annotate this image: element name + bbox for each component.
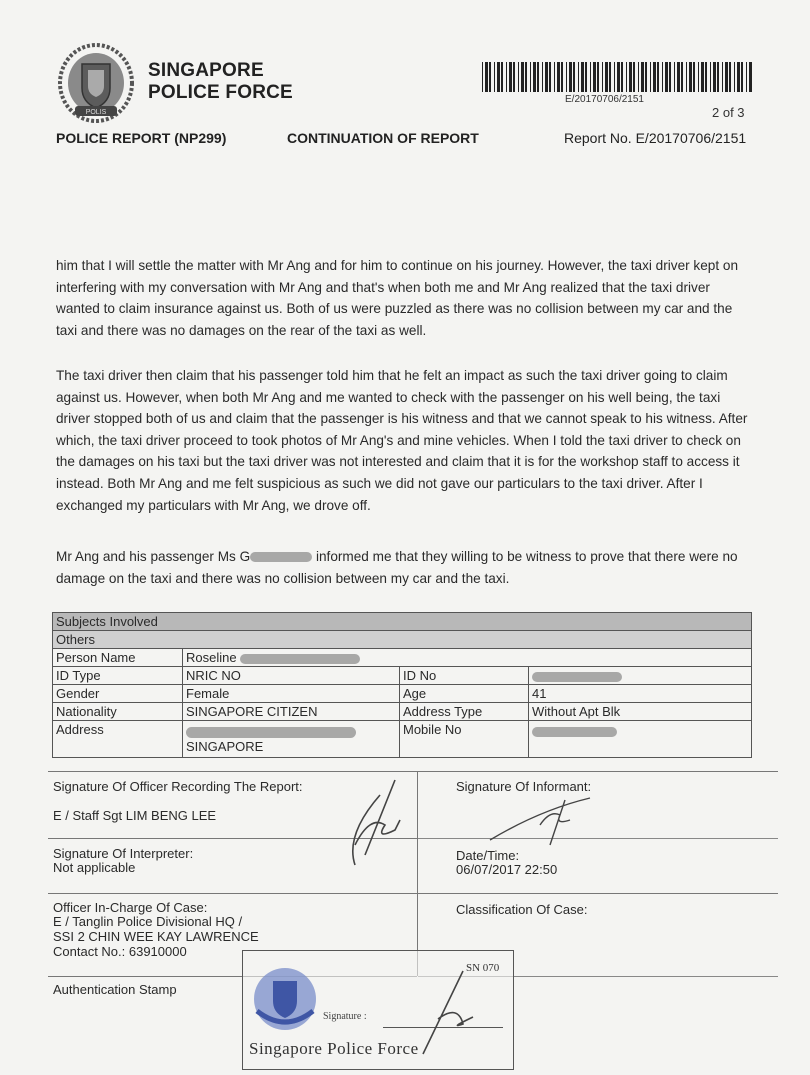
mobile-value	[529, 721, 752, 758]
report-number: Report No. E/20170706/2151	[564, 130, 747, 146]
classification-label: Classification Of Case:	[456, 902, 588, 917]
interpreter-value: Not applicable	[53, 860, 136, 875]
barcode	[482, 62, 752, 92]
person-name-value: Roseline	[183, 649, 752, 667]
datetime-value: 06/07/2017 22:50	[456, 862, 558, 877]
age-value: 41	[529, 685, 752, 703]
id-no-label: ID No	[400, 667, 529, 685]
id-type-label: ID Type	[53, 667, 183, 685]
continuation-title: CONTINUATION OF REPORT	[287, 130, 479, 146]
nationality-value: SINGAPORE CITIZEN	[183, 703, 400, 721]
officer-signature-label: Signature Of Officer Recording The Report:	[53, 779, 303, 794]
informant-signature	[480, 790, 610, 850]
id-no-value	[529, 667, 752, 685]
police-crest-logo	[55, 42, 137, 124]
paragraph-1: him that I will settle the matter with Mr Ang and for him to continue on his journey. However, the taxi driver kept on interfering with my conversation with Mr Ang and that's when both me and Mr Ang realized that the taxi driver wanted to claim insurance against us. Both of us were puzzled as there was no collision between my car and the taxi and there was no damages on the rear of the taxi as well.	[56, 258, 739, 338]
age-label: Age	[400, 685, 529, 703]
incharge-line2: SSI 2 CHIN WEE KAY LAWRENCE	[53, 929, 259, 944]
divider	[48, 771, 778, 772]
police-crest-icon	[251, 965, 319, 1033]
interpreter-label: Signature Of Interpreter:	[53, 846, 194, 861]
address-type-value: Without Apt Blk	[529, 703, 752, 721]
page-number: 2 of 3	[712, 105, 745, 120]
subjects-subheading: Others	[53, 631, 752, 649]
subjects-table	[52, 612, 752, 758]
redaction	[186, 727, 356, 738]
person-name-label: Person Name	[53, 649, 183, 667]
stamp-org: Singapore Police Force	[249, 1039, 419, 1058]
gender-label: Gender	[53, 685, 183, 703]
officer-signature	[325, 775, 415, 880]
redaction	[240, 654, 360, 664]
paragraph-2: The taxi driver then claim that his passenger told him that he felt an impact as such the taxi driver going to claim against us. However, when both Mr Ang and me wanted to check with the passenger on his well being, the taxi driver stopped both of us and claim that the passenger is his witness and that we cannot speak to his witness. After which, the taxi driver proceed to took photos of Mr Ang's and mine vehicles. When I told the taxi driver to check on the damages on his taxi but the taxi driver was not interested and claim that it is for the workshop staff to access it instead. Both Mr Ang and me felt suspicious as such we did not gave our particulars to the taxi driver. After I exchanged my particulars with Mr Ang, we drove off.	[56, 368, 748, 513]
auth-stamp-label: Authentication Stamp	[53, 982, 177, 997]
mobile-label: Mobile No	[400, 721, 529, 758]
gender-value: Female	[183, 685, 400, 703]
barcode-number: E/20170706/2151	[565, 94, 644, 105]
redaction	[532, 727, 617, 737]
redaction	[532, 672, 622, 682]
address-label: Address	[53, 721, 183, 758]
nationality-label: Nationality	[53, 703, 183, 721]
report-type: POLICE REPORT (NP299)	[56, 130, 227, 146]
divider	[417, 771, 418, 976]
stamp-signature	[403, 969, 483, 1059]
incharge-contact: Contact No.: 63910000	[53, 944, 187, 959]
informant-signature-label: Signature Of Informant:	[456, 779, 592, 794]
address-value: SINGAPORE	[183, 721, 400, 758]
org-name: SINGAPORE POLICE FORCE	[148, 60, 293, 103]
subjects-heading: Subjects Involved	[53, 613, 752, 631]
address-type-label: Address Type	[400, 703, 529, 721]
incharge-line1: E / Tanglin Police Divisional HQ /	[53, 914, 243, 929]
paragraph-3: Mr Ang and his passenger Ms G informed me that they willing to be witness to prove that there were no damage on the taxi and there was no collision between my car and the taxi.	[56, 549, 738, 586]
datetime-label: Date/Time:	[456, 848, 520, 863]
stamp-signature-label: Signature :	[323, 1011, 367, 1022]
divider	[48, 893, 778, 894]
incharge-label: Officer In-Charge Of Case:	[53, 900, 208, 915]
id-type-value: NRIC NO	[183, 667, 400, 685]
stamp-serial: SN 070	[466, 962, 500, 974]
redaction	[250, 552, 312, 562]
svg-text:POLIS: POLIS	[85, 109, 107, 116]
officer-name: E / Staff Sgt LIM BENG LEE	[53, 808, 217, 823]
